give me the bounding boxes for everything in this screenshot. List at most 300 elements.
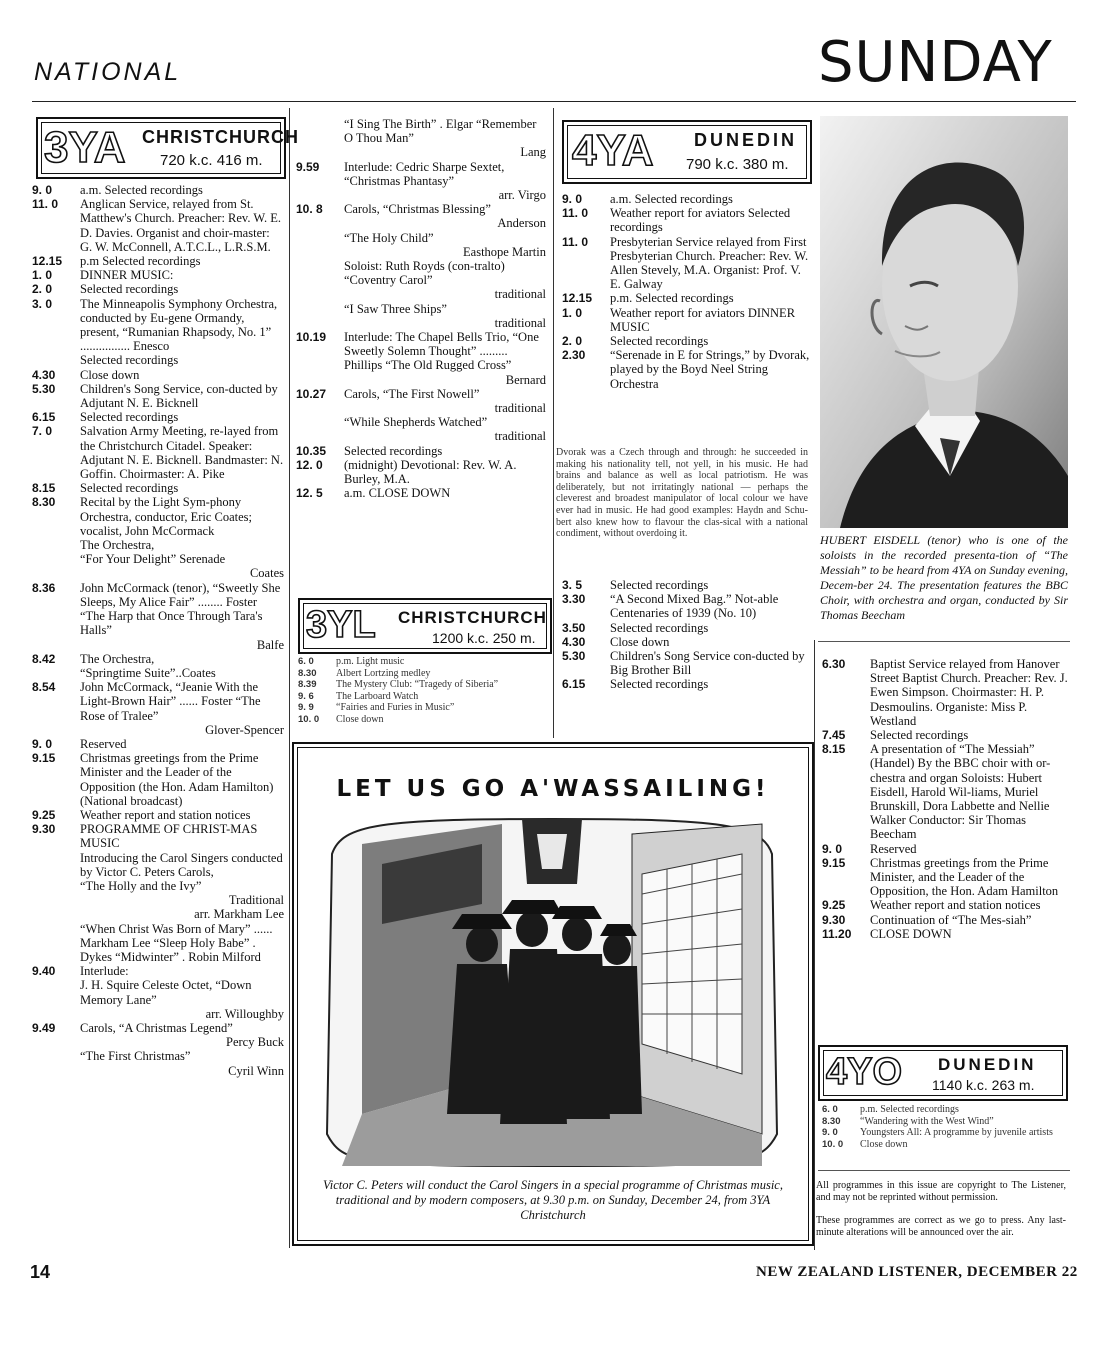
programme-description: traditional (494, 287, 546, 302)
programme-description: Children's Song Service, con-ducted by Adjutant N. E. Bicknell (80, 381, 278, 411)
programme-entry (298, 702, 548, 714)
programme-entry (562, 592, 810, 620)
programme-time: 7. 0 (32, 424, 53, 439)
station-callsign: 3YA (44, 123, 126, 172)
programme-time (32, 893, 80, 907)
programme-entry (296, 259, 546, 287)
programme-time (296, 117, 344, 145)
programme-time (296, 231, 344, 245)
programme-time: 9.30 (32, 822, 56, 837)
programme-entry (296, 387, 546, 401)
programme-time: 8.30 (32, 495, 56, 510)
programme-time: 10.27 (296, 386, 327, 401)
programme-description: arr. Willoughby (205, 1006, 284, 1021)
programme-description: Anderson (497, 216, 546, 231)
programme-description: p.m. Light music (336, 656, 405, 667)
carol-feature-box (292, 742, 814, 1246)
programme-entry (32, 851, 284, 879)
programme-description: “I Sing The Birth” . Elgar “Remember O Thou Man” (344, 117, 537, 146)
programme-entry (562, 306, 810, 334)
section-label: NATIONAL (34, 58, 182, 86)
programme-time: 2. 0 (32, 282, 53, 297)
programme-description: Selected recordings (610, 578, 709, 592)
programme-time: 12. 0 (296, 457, 323, 472)
programme-time: 6. 0 (298, 656, 314, 667)
programme-entry (296, 245, 546, 259)
programme-time: 1. 0 (32, 268, 53, 283)
programme-time (296, 429, 344, 443)
programme-description: Children's Song Service con-ducted by Big Brother Bill (610, 649, 805, 678)
station-callsign: 4YO (826, 1051, 903, 1093)
schedule-3ya-part2 (296, 117, 546, 500)
programme-description: arr. Markham Lee (194, 907, 284, 922)
programme-entry (562, 206, 810, 234)
programme-entry (32, 282, 284, 296)
programme-description: Continuation of “The Mes-siah” (870, 912, 1032, 927)
programme-description: Close down (336, 713, 384, 725)
programme-description: “Fairies and Furies in Music” (336, 702, 455, 714)
station-3ya-box (36, 117, 299, 179)
programme-entry (562, 621, 810, 635)
programme-time: 8.30 (822, 1115, 841, 1127)
programme-entry (32, 1049, 284, 1063)
programme-entry (296, 444, 546, 458)
programme-entry (562, 635, 810, 649)
programme-description: Reserved (870, 841, 917, 856)
programme-time: 10. 0 (298, 713, 320, 725)
programme-time: 12.15 (562, 291, 593, 306)
programme-description: John McCormack (tenor), “Sweetly She Sleeps, My Alice Fair” ........ Foster “The Harp that Once Through Tara's Halls” (80, 580, 281, 638)
programme-time: 5.30 (32, 381, 56, 396)
programme-description: Coates (249, 566, 284, 581)
programme-time (32, 552, 80, 566)
programme-entry (296, 401, 546, 415)
station-name: DUNEDIN (938, 1055, 1037, 1074)
programme-description: Bernard (505, 372, 546, 387)
programme-entry (296, 231, 546, 245)
programme-entry (32, 1064, 284, 1078)
programme-time: 9. 0 (32, 183, 53, 197)
programme-description: p.m Selected recordings (80, 254, 201, 269)
programme-entry (822, 728, 1068, 742)
programme-description: The Orchestra, (80, 651, 155, 666)
programme-entry (296, 287, 546, 301)
day-title: SUNDAY (818, 30, 1053, 95)
programme-description: “Wandering with the West Wind” (860, 1115, 994, 1127)
programme-entry (562, 348, 810, 391)
column-divider (814, 640, 815, 1250)
programme-time: 11. 0 (562, 234, 589, 249)
programme-description: The Minneapolis Symphony Orchestra, conducted by Eu-gene Ormandy, present, “Rumanian Rhapsody, No. 1” ................ Enesco (80, 296, 278, 354)
programme-description: “When Christ Was Born of Mary” ...... Markham Lee “Sleep Holy Babe” . Dykes “Midwinter” . Robin Milford (80, 921, 273, 964)
programme-time: 6.15 (32, 410, 56, 425)
programme-description: Selected recordings (80, 282, 179, 297)
programme-description: Cyril Winn (228, 1063, 284, 1078)
programme-time (32, 851, 80, 879)
programme-entry (296, 302, 546, 316)
programme-time: 9.40 (32, 964, 56, 979)
programme-time: 9. 0 (822, 1127, 838, 1139)
programme-description: Anglican Service, relayed from St. Matthew's Church. Preacher: Rev. W. E. D. Davies. Organist and choir-master: G. W. McConnell, A.T.C.L., L.R.S.M. (80, 197, 282, 254)
programme-description: Albert Lortzing medley (336, 667, 431, 679)
programme-entry (32, 538, 284, 552)
programme-description: Selected recordings (80, 353, 179, 368)
programme-description: traditional (494, 429, 546, 444)
programme-time (32, 723, 80, 737)
schedule-4ya-part2 (562, 578, 810, 692)
feature-caption: Victor C. Peters will conduct the Carol Singers in a special programme of Christmas music, traditional and by modern composers, at 9.30 p.m. on Sunday, December 24, from 3YA Christchurch (323, 1178, 783, 1222)
programme-entry (296, 316, 546, 330)
schedule-4ya-part1 (562, 192, 810, 391)
programme-entry (32, 737, 284, 751)
programme-entry (296, 117, 546, 145)
programme-time: 8.54 (32, 680, 56, 695)
programme-time: 9.30 (822, 912, 846, 927)
programme-time: 12.15 (32, 254, 63, 269)
station-3yl-box (298, 598, 552, 654)
programme-entry (32, 481, 284, 495)
programme-description: John McCormack, “Jeanie With the Light-Brown Hair” ...... Foster “The Rose of Tralee” (80, 680, 261, 723)
programme-time: 8.30 (298, 667, 317, 679)
programme-time (32, 978, 80, 1006)
programme-description: J. H. Squire Celeste Octet, “Down Memory Lane” (80, 978, 252, 1007)
carol-singers-illustration (322, 814, 782, 1214)
programme-time: 4.30 (562, 634, 586, 649)
programme-entry (32, 922, 284, 965)
programme-description: Introducing the Carol Singers conducted by Victor C. Peters Carols, (80, 850, 283, 879)
programme-description: Selected recordings (80, 481, 179, 496)
programme-entry (296, 429, 546, 443)
programme-entry (32, 907, 284, 921)
programme-entry (562, 677, 810, 691)
programme-entry (298, 691, 548, 703)
programme-description: Youngsters All: A programme by juvenile artists (860, 1127, 1053, 1139)
programme-entry (32, 893, 284, 907)
programme-entry (296, 216, 546, 230)
column-divider (553, 108, 554, 738)
programme-entry (298, 714, 548, 726)
station-frequency: 790 k.c. 380 m. (686, 156, 789, 173)
programme-description: traditional (494, 315, 546, 330)
programme-time: 9. 0 (822, 841, 843, 856)
programme-entry (32, 808, 284, 822)
programme-entry (32, 495, 284, 538)
programme-time: 9.59 (296, 159, 320, 174)
programme-description: Selected recordings (344, 443, 443, 458)
programme-description: “The Holy Child” (344, 230, 434, 245)
programme-entry (32, 197, 284, 254)
programme-description: (midnight) Devotional: Rev. W. A. Burley, M.A. (344, 457, 517, 487)
programme-description: “Serenade in E for Strings,” by Dvorak, played by the Boyd Neel String Orchestra (610, 348, 810, 391)
programme-time: 10.35 (296, 443, 327, 458)
station-name: DUNEDIN (694, 130, 798, 150)
programme-description: Selected recordings (80, 410, 179, 425)
programme-time (296, 415, 344, 429)
programme-description: “The First Christmas” (80, 1049, 191, 1064)
programme-entry (32, 254, 284, 268)
station-frequency: 1200 k.c. 250 m. (432, 630, 536, 646)
programme-entry (32, 581, 284, 638)
programme-description: Christmas greetings from the Prime Minister, and the Leader of the Opposition, the Hon. Adam Hamilton (870, 855, 1059, 899)
programme-time: 6.30 (822, 657, 846, 671)
programme-description: Selected recordings (870, 728, 969, 743)
programme-time (32, 638, 80, 652)
programme-description: Close down (610, 634, 670, 649)
programme-time: 7.45 (822, 728, 846, 743)
programme-time: 11. 0 (562, 206, 589, 221)
programme-description: a.m. Selected recordings (610, 192, 733, 206)
programme-description: Carols, “The First Nowell” (344, 386, 480, 401)
programme-time (296, 373, 344, 387)
programme-entry (32, 964, 284, 978)
programme-description: Close down (80, 367, 140, 382)
programme-entry (32, 652, 284, 666)
programme-entry (822, 927, 1068, 941)
programme-entry (296, 145, 546, 159)
programme-entry (822, 657, 1068, 728)
programme-time (32, 353, 80, 367)
schedule-3ya-part1 (32, 183, 284, 1078)
programme-entry (296, 458, 546, 486)
station-name: CHRISTCHURCH (398, 608, 547, 627)
programme-time: 2.30 (562, 348, 586, 363)
programme-time (296, 287, 344, 301)
programme-time: 9. 6 (298, 690, 314, 702)
programme-time (296, 259, 344, 287)
programme-entry (32, 382, 284, 410)
programme-time: 6. 0 (822, 1104, 838, 1115)
feature-title: LET US GO A'WASSAILING! (336, 776, 770, 802)
portrait-photo (820, 116, 1068, 528)
programme-time: 8.36 (32, 580, 56, 595)
programme-entry (822, 1116, 1068, 1128)
dvorak-note: Dvorak was a Czech through and through: he succeeded in making his nationality tell, not yell, in his music. He had brains and balance as well as local patriotism. He was deliberately, but not irritatingly national — perhaps the cleverest and broadest manipulator of local colour we have ever had in music. He had good examples: Haydn and Schu-bert also knew how to flavour the clas-sical with a national condiment, without overdoing it. (556, 447, 808, 540)
station-frequency: 1140 k.c. 263 m. (932, 1077, 1035, 1093)
programme-entry (296, 188, 546, 202)
programme-entry (32, 638, 284, 652)
programme-description: Balfe (256, 637, 284, 652)
programme-time: 8.15 (822, 742, 846, 757)
programme-time (32, 1035, 80, 1049)
programme-entry (32, 822, 284, 850)
corrections-notice: These programmes are correct as we go to press. Any last-minute alterations will be announced over the air. (816, 1215, 1066, 1238)
column-divider (289, 108, 290, 1248)
programme-description: The Orchestra, (80, 538, 155, 553)
programme-description: “A Second Mixed Bag.” Not-able Centenaries of 1939 (No. 10) (610, 592, 779, 621)
programme-entry (298, 679, 548, 691)
programme-entry (32, 424, 284, 481)
programme-description: Easthope Martin (463, 244, 546, 259)
programme-description: Percy Buck (226, 1035, 284, 1050)
programme-entry (32, 751, 284, 808)
programme-time (296, 245, 344, 259)
programme-time: 9.15 (822, 855, 846, 870)
programme-time: 1. 0 (562, 305, 583, 320)
programme-time: 6.15 (562, 677, 586, 692)
programme-time: 8.15 (32, 481, 56, 496)
schedule-3yl (298, 656, 548, 726)
programme-time: 3.30 (562, 592, 586, 607)
programme-description: arr. Virgo (498, 188, 546, 203)
programme-description: Weather report for aviators Selected recordings (610, 206, 791, 235)
programme-entry (562, 578, 810, 592)
programme-time: 12. 5 (296, 486, 323, 501)
programme-entry (562, 235, 810, 292)
programme-entry (32, 552, 284, 566)
programme-time (296, 188, 344, 202)
programme-description: Glover-Spencer (205, 722, 284, 737)
programme-description: p.m. Selected recordings (610, 291, 734, 306)
programme-entry (296, 486, 546, 500)
programme-time: 5.30 (562, 649, 586, 664)
programme-description: Salvation Army Meeting, re-layed from the Christchurch Citadel. Speaker: Adjutant N. E. Bicknell. Bandmaster: N. Goffin. Choirmaster: A. Pike (80, 424, 284, 482)
programme-entry (32, 368, 284, 382)
programme-description: a.m. Selected recordings (80, 183, 203, 197)
programme-time (32, 922, 80, 965)
programme-time (32, 1049, 80, 1063)
photo-caption: HUBERT EISDELL (tenor) who is one of the soloists in the recorded presenta-tion of “The Messiah” to be heard from 4YA on Sunday evening, Decem-ber 24. The presentation features the BBC Choir, with orchestra and organ, conducted by Sir Thomas Beecham (820, 533, 1068, 622)
programme-time: 11.20 (822, 926, 852, 941)
programme-entry (822, 1139, 1068, 1151)
copyright-notice: All programmes in this issue are copyright to The Listener, and may not be reprinted without permission. (816, 1180, 1066, 1203)
programme-description: “While Shepherds Watched” (344, 415, 488, 430)
programme-time (296, 302, 344, 316)
programme-entry (822, 1127, 1068, 1139)
programme-description: Carols, “A Christmas Legend” (80, 1020, 233, 1035)
programme-description: Carols, “Christmas Blessing” (344, 202, 491, 217)
programme-time: 9.25 (32, 807, 56, 822)
programme-time: 3.50 (562, 620, 586, 635)
programme-description: Lang (520, 145, 546, 160)
programme-description: DINNER MUSIC: (80, 268, 174, 283)
programme-time (32, 566, 80, 580)
programme-entry (32, 1007, 284, 1021)
programme-time (296, 401, 344, 415)
programme-time: 9. 9 (298, 702, 314, 714)
programme-description: Presbyterian Service relayed from First Presbyterian Church. Preacher: Rev. W. Allen Stevely, M.A. Organist: Prof. V. E. Galway (610, 234, 809, 292)
programme-entry (822, 913, 1068, 927)
programme-time: 8.42 (32, 651, 56, 666)
programme-entry (296, 373, 546, 387)
programme-entry (822, 742, 1068, 841)
programme-description: Selected recordings (610, 334, 709, 349)
programme-entry (32, 666, 284, 680)
header-rule (32, 101, 1076, 102)
programme-description: a.m. CLOSE DOWN (344, 486, 451, 501)
programme-entry (32, 183, 284, 197)
programme-entry (562, 649, 810, 677)
programme-description: A presentation of “The Messiah” (Handel) By the BBC choir with or-chestra and organ Soloists: Hubert Eisdell, Harold Wil-liams, Muriel Brunskill, Dora Labbette and Nellie Walker Conductor: Sir Thomas Beecham (870, 742, 1051, 842)
programme-time: 3. 5 (562, 578, 583, 592)
programme-entry (296, 415, 546, 429)
programme-description: The Mystery Club: “Tragedy of Siberia” (336, 679, 499, 691)
programme-time (32, 879, 80, 893)
programme-entry (562, 192, 810, 206)
programme-entry (822, 1104, 1068, 1116)
programme-description: Christmas greetings from the Prime Minister and the Leader of the Opposition (the Hon. Adam Hamilton) (National broadcast) (80, 751, 274, 808)
programme-time (32, 666, 80, 680)
programme-entry (296, 160, 546, 188)
programme-time (32, 1007, 80, 1021)
programme-time: 9. 0 (562, 192, 583, 206)
programme-entry (822, 898, 1068, 912)
programme-description: Selected recordings (610, 677, 709, 692)
programme-description: Close down (860, 1138, 908, 1150)
programme-entry (32, 353, 284, 367)
programme-description: Traditional (228, 893, 284, 908)
programme-time: 9. 0 (32, 736, 53, 751)
programme-entry (32, 1035, 284, 1049)
programme-time (32, 907, 80, 921)
programme-entry (32, 680, 284, 723)
programme-entry (32, 297, 284, 354)
station-callsign: 3YL (306, 604, 376, 646)
programme-description: Soloist: Ruth Royds (con-tralto) “Coventry Carol” (344, 259, 505, 288)
programme-time: 8.39 (298, 679, 317, 691)
programme-description: Baptist Service relayed from Hanover Street Baptist Church. Preacher: Rev. J. Ewen Simpson. Choirmaster: H. P. Desmoulins. Organiste: Miss P. Westland (870, 657, 1068, 728)
programme-time: 11. 0 (32, 197, 59, 212)
programme-time: 9.15 (32, 751, 56, 766)
programme-entry (32, 879, 284, 893)
programme-entry (296, 202, 546, 216)
programme-entry (822, 856, 1068, 899)
schedule-4ya-part3 (822, 657, 1068, 941)
programme-description: Interlude: (80, 964, 129, 979)
station-frequency: 720 k.c. 416 m. (160, 152, 263, 169)
programme-description: “For Your Delight” Serenade (80, 552, 226, 567)
programme-description: p.m. Selected recordings (860, 1104, 959, 1115)
programme-time (296, 316, 344, 330)
programme-entry (296, 330, 546, 373)
programme-time: 9.49 (32, 1020, 56, 1035)
programme-description: Reserved (80, 736, 127, 751)
programme-time (32, 1064, 80, 1078)
station-4yo-box (818, 1045, 1068, 1101)
programme-entry (562, 334, 810, 348)
divider (818, 1170, 1070, 1171)
schedule-4yo (822, 1104, 1068, 1150)
programme-time: 3. 0 (32, 296, 53, 311)
programme-entry (32, 410, 284, 424)
programme-entry (298, 668, 548, 680)
programme-time (296, 216, 344, 230)
programme-description: The Larboard Watch (336, 690, 419, 702)
programme-entry (32, 1021, 284, 1035)
programme-entry (32, 268, 284, 282)
programme-description: Weather report for aviators DINNER MUSIC (610, 305, 796, 334)
programme-description: “Springtime Suite”..Coates (80, 665, 216, 680)
programme-entry (32, 566, 284, 580)
programme-description: PROGRAMME OF CHRIST-MAS MUSIC (80, 822, 258, 851)
station-4ya-box (562, 120, 812, 184)
programme-time (32, 538, 80, 552)
programme-description: Interlude: The Chapel Bells Trio, “One Sweetly Solemn Thought” ......... Phillips “The Old Rugged Cross” (344, 330, 539, 373)
programme-description: “I Saw Three Ships” (344, 301, 447, 316)
programme-description: Selected recordings (610, 620, 709, 635)
programme-entry (822, 842, 1068, 856)
programme-time: 9.25 (822, 898, 846, 913)
programme-description: Recital by the Light Sym-phony Orchestra, conductor, Eric Coates; vocalist, John McCormack (80, 495, 253, 538)
programme-description: “The Holly and the Ivy” (80, 878, 202, 893)
programme-description: traditional (494, 401, 546, 416)
divider (818, 641, 1070, 642)
station-callsign: 4YA (572, 126, 654, 175)
programme-time: 10.19 (296, 330, 327, 345)
programme-time: 10. 8 (296, 202, 323, 217)
programme-time: 4.30 (32, 367, 56, 382)
programme-time: 10. 0 (822, 1138, 844, 1150)
programme-time (296, 145, 344, 159)
